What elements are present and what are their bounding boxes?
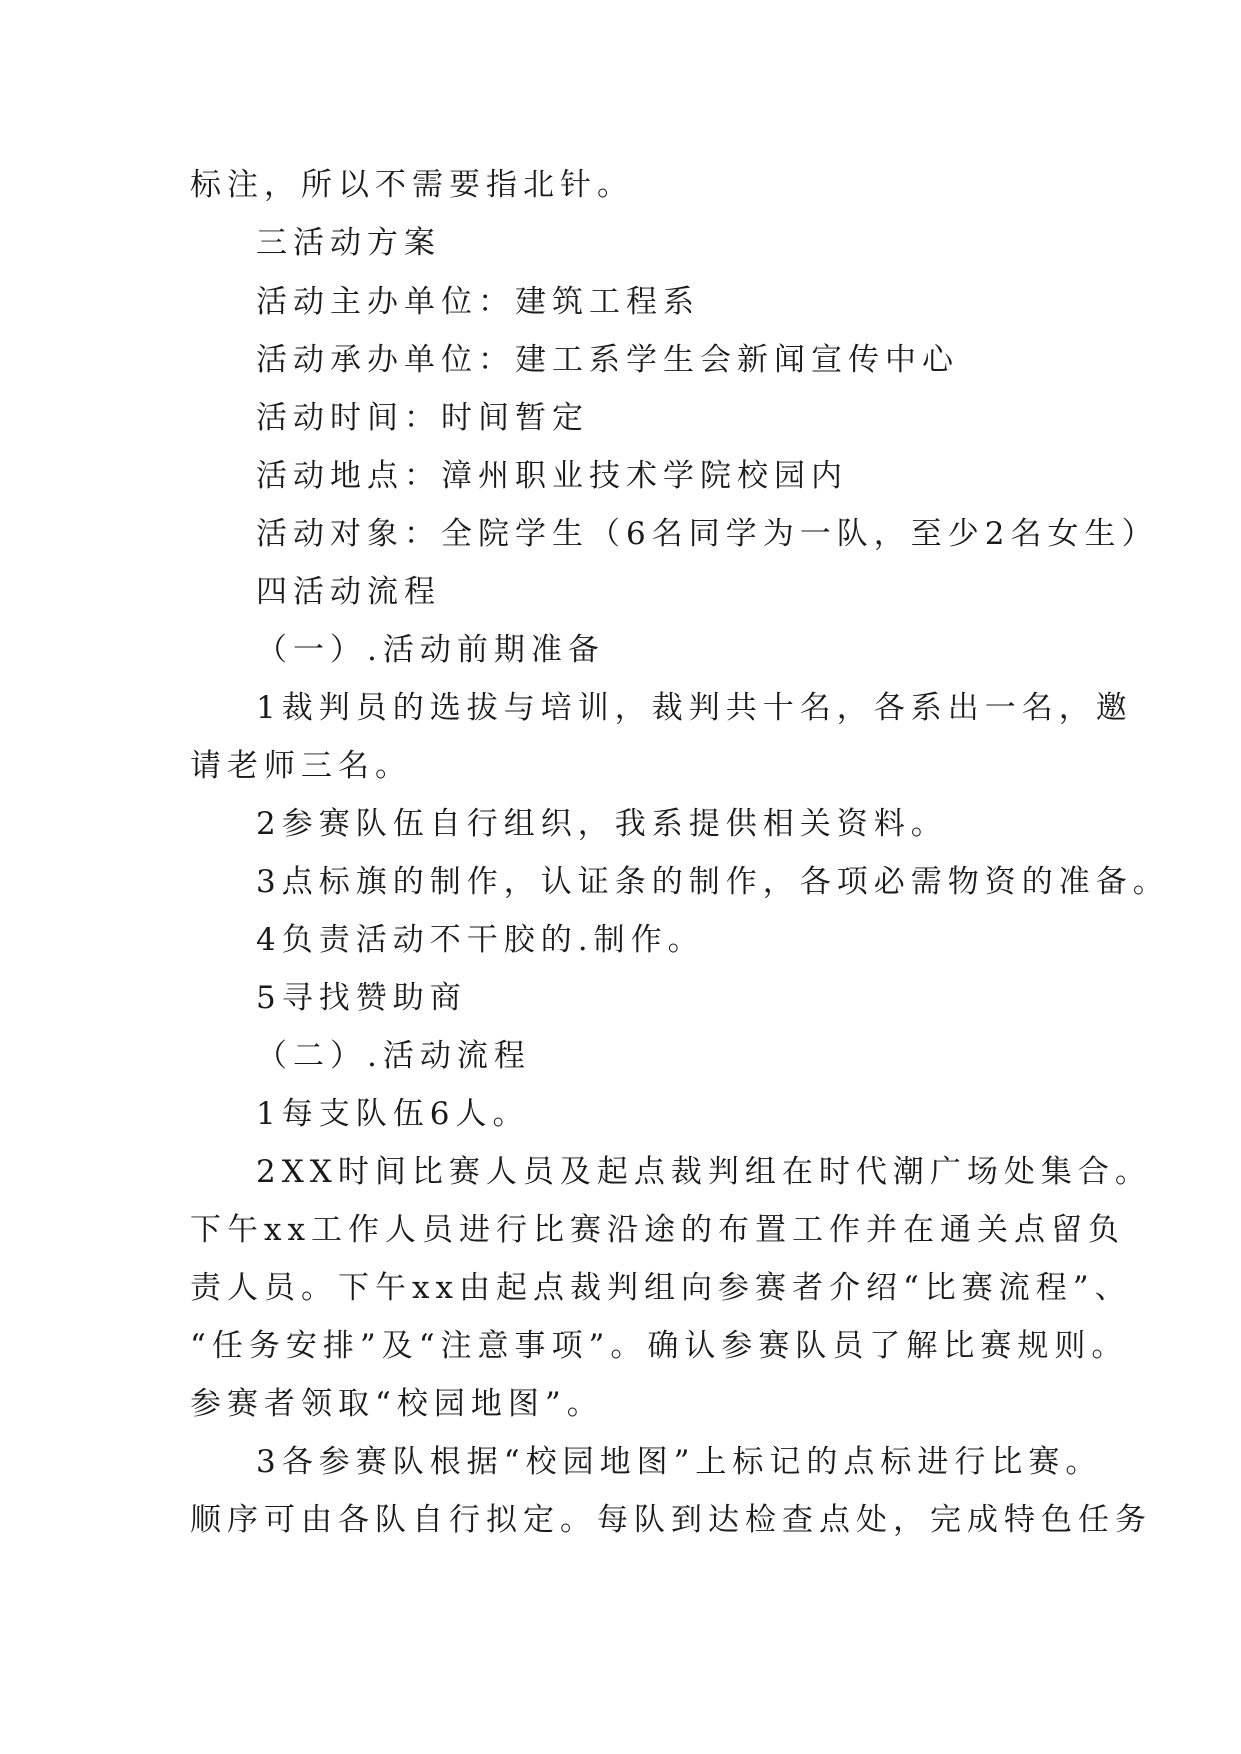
- subsection-heading: （二）.活动流程: [256, 1038, 531, 1074]
- section-heading: 四活动流程: [256, 574, 441, 610]
- text-line: 4负责活动不干胶的.制作。: [256, 922, 705, 958]
- text-line: 活动对象：全院学生（6名同学为一队，至少2名女生）: [256, 516, 1159, 552]
- text-line: 5寻找赞助商: [256, 980, 467, 1016]
- text-line: 请老师三名。: [190, 748, 412, 784]
- text-line: 2参赛队伍自行组织，我系提供相关资料。: [256, 806, 948, 842]
- text-line: 活动时间：时间暂定: [256, 400, 589, 436]
- text-line: 3各参赛队根据“校园地图”上标记的点标进行比赛。: [256, 1444, 1103, 1480]
- section-heading: 三活动方案: [256, 225, 441, 261]
- text-line: 1每支队伍6人。: [256, 1096, 530, 1132]
- text-line: 1裁判员的选拔与培训，裁判共十名，各系出一名，邀: [256, 690, 1133, 726]
- text-line: 活动地点：漳州职业技术学院校园内: [256, 458, 848, 494]
- text-line: 顺序可由各队自行拟定。每队到达检查点处，完成特色任务: [190, 1502, 1152, 1538]
- text-line: 下午xx工作人员进行比赛沿途的布置工作并在通关点留负: [190, 1212, 1125, 1248]
- text-line: 2XX时间比赛人员及起点裁判组在时代潮广场处集合。: [256, 1154, 1152, 1190]
- text-line: 责人员。下午xx由起点裁判组向参赛者介绍“比赛流程”、: [190, 1270, 1132, 1306]
- text-line: 活动承办单位：建工系学生会新闻宣传中心: [256, 342, 959, 378]
- text-line: 标注，所以不需要指北针。: [190, 167, 634, 203]
- text-line: 活动主办单位：建筑工程系: [256, 284, 700, 320]
- text-line: 3点标旗的制作，认证条的制作，各项必需物资的准备。: [256, 864, 1170, 900]
- text-line: “任务安排”及“注意事项”。确认参赛队员了解比赛规则。: [190, 1328, 1129, 1364]
- subsection-heading: （一）.活动前期准备: [256, 632, 605, 668]
- text-line: 参赛者领取“校园地图”。: [190, 1386, 604, 1422]
